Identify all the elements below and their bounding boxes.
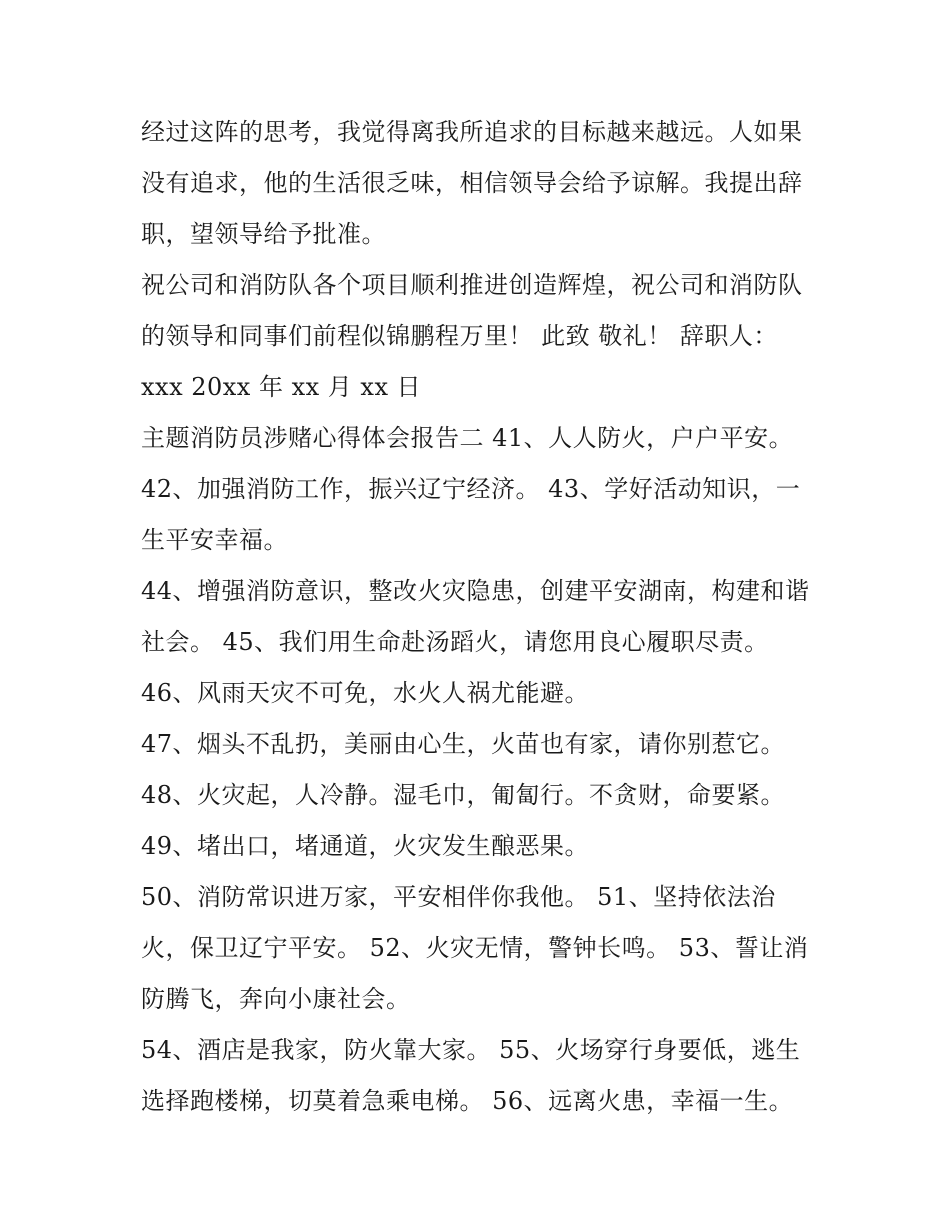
- document-body: [141, 107, 821, 1127]
- text-line: 祝公司和消防队各个项目顺利推进创造辉煌，祝公司和消防队: [141, 271, 803, 299]
- text-line: 49、堵出口，堵通道，火灾发生酿恶果。: [141, 832, 590, 860]
- text-line: 50、消防常识进万家，平安相伴你我他。 51、坚持依法治: [141, 883, 776, 911]
- text-line: 职，望领导给予批准。: [141, 220, 386, 248]
- text-line: 46、风雨天灾不可免，水火人祸尤能避。: [141, 679, 590, 707]
- text-line: 42、加强消防工作，振兴辽宁经济。 43、学好活动知识，一: [141, 475, 801, 503]
- text-line: 的领导和同事们前程似锦鹏程万里！ 此致 敬礼！ 辞职人：: [141, 322, 778, 350]
- text-line: 选择跑楼梯，切莫着急乘电梯。 56、远离火患，幸福一生。: [141, 1087, 794, 1115]
- text-line: 防腾飞，奔向小康社会。: [141, 985, 411, 1013]
- text-line: 54、酒店是我家，防火靠大家。 55、火场穿行身要低，逃生: [141, 1036, 801, 1064]
- text-line: xxx 20xx 年 xx 月 xx 日: [141, 373, 422, 401]
- text-line: 48、火灾起，人冷静。湿毛巾，匍匐行。不贪财，命要紧。: [141, 781, 786, 809]
- text-line: 生平安幸福。: [141, 526, 288, 554]
- text-line: 火，保卫辽宁平安。 52、火灾无情，警钟长鸣。 53、誓让消: [141, 934, 809, 962]
- text-line: 47、烟头不乱扔，美丽由心生，火苗也有家，请你别惹它。: [141, 730, 786, 758]
- text-line: 没有追求，他的生活很乏味，相信领导会给予谅解。我提出辞: [141, 169, 803, 197]
- text-line: 主题消防员涉赌心得体会报告二 41、人人防火，户户平安。: [141, 424, 794, 452]
- text-line: 社会。 45、我们用生命赴汤蹈火，请您用良心履职尽责。: [141, 628, 769, 656]
- text-line: 经过这阵的思考，我觉得离我所追求的目标越来越远。人如果: [141, 118, 803, 146]
- text-line: 44、增强消防意识，整改火灾隐患，创建平安湖南，构建和谐: [141, 577, 810, 605]
